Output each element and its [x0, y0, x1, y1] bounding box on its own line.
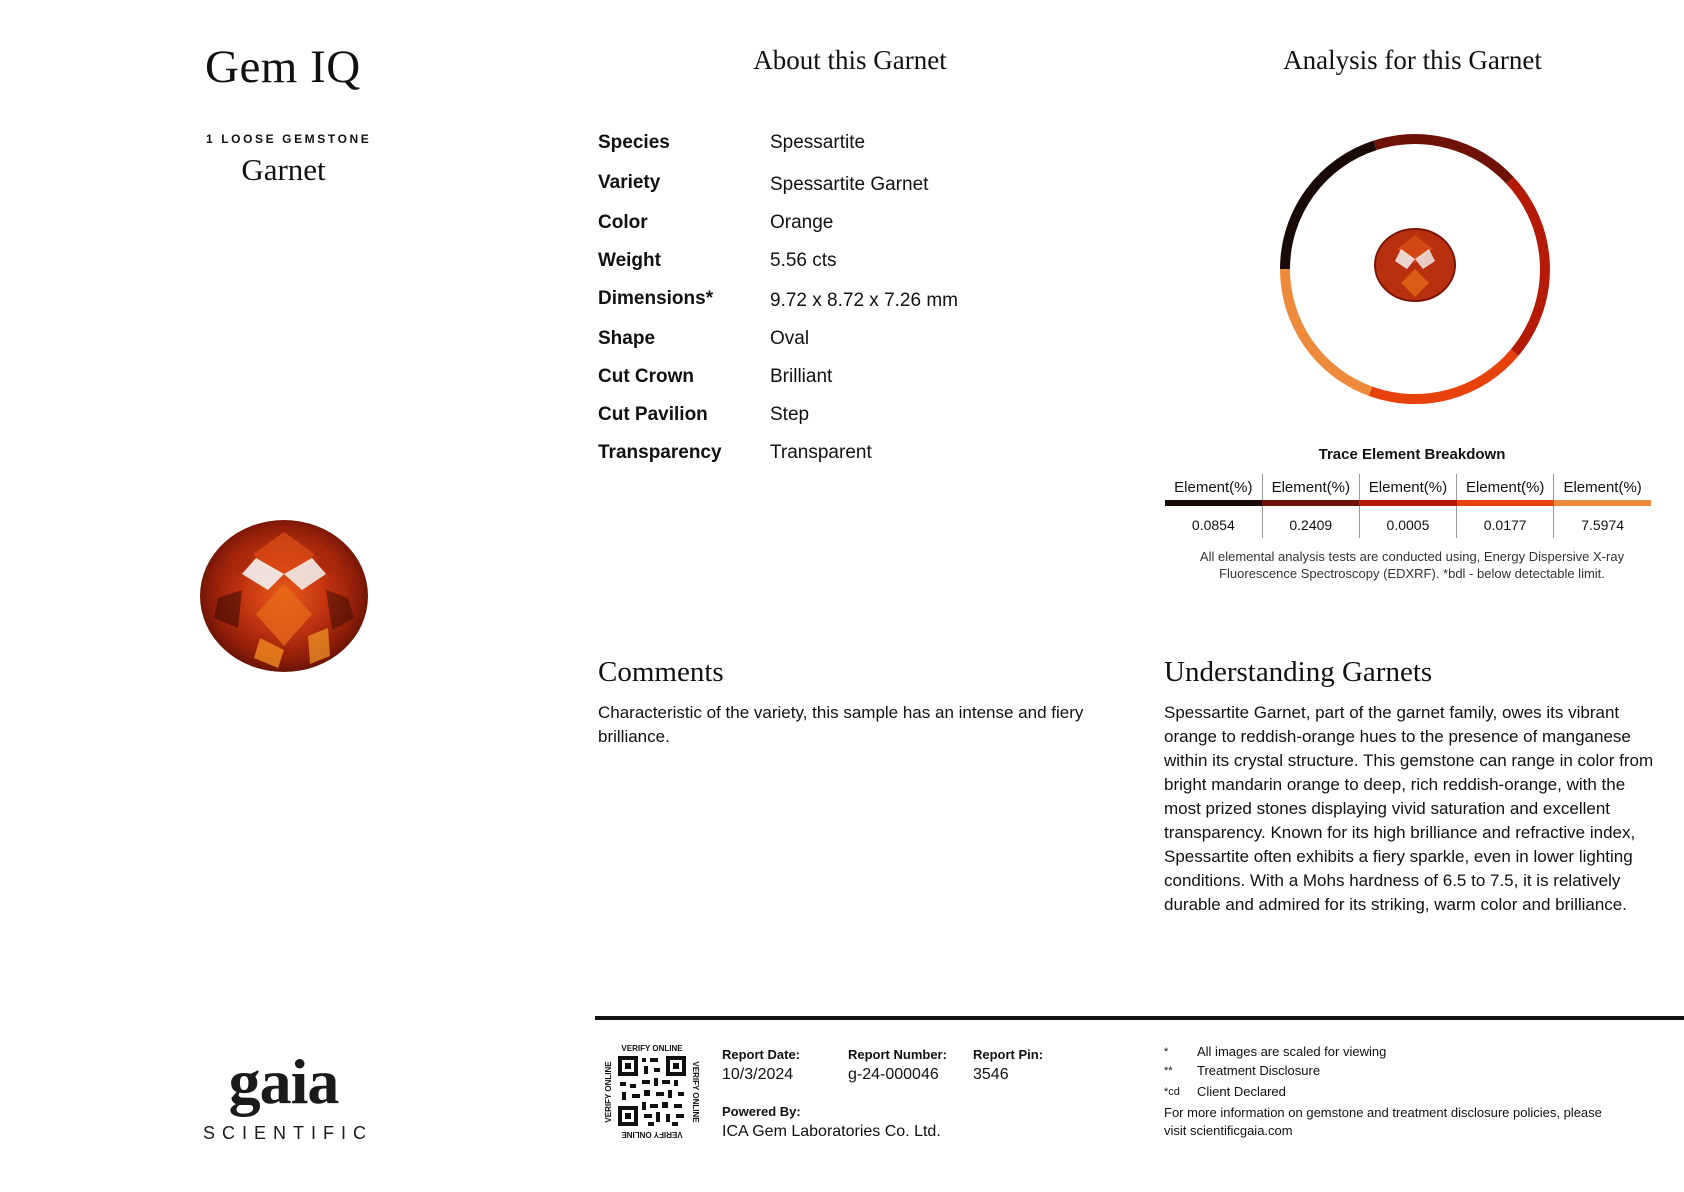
qr-caption-right: VERIFY ONLINE — [691, 1061, 700, 1123]
trace-value-5: 7.5974 — [1554, 506, 1651, 538]
spec-value-weight: 5.56 cts — [770, 250, 837, 271]
trace-value-4: 0.0177 — [1457, 506, 1554, 538]
trace-value-2: 0.2409 — [1262, 506, 1359, 538]
disclosure-info-text: For more information on gemstone and treatment disclosure policies, please visit scientificgaia.com — [1164, 1105, 1602, 1138]
spec-value-shape: Oval — [770, 328, 810, 349]
spec-label-color: Color — [598, 212, 648, 233]
trace-header-3: Element(%) — [1359, 474, 1456, 500]
gemstone-name: Garnet — [241, 152, 326, 187]
report-number-label: Report Number: — [848, 1047, 947, 1062]
trace-header-4: Element(%) — [1457, 474, 1554, 500]
report-number-value: g-24-000046 — [848, 1066, 939, 1083]
spec-value-cut-pavilion: Step — [770, 404, 810, 425]
verify-qr-code[interactable] — [604, 1044, 700, 1140]
powered-by-label: Powered By: — [722, 1104, 801, 1119]
legend-text-treatment: Treatment Disclosure — [1197, 1063, 1321, 1078]
report-date-label: Report Date: — [722, 1047, 801, 1062]
spec-value-transparency: Transparent — [770, 442, 872, 463]
comments-text: Characteristic of the variety, this sample has an intense and fiery brilliance. — [598, 703, 1084, 746]
legend-text-client: Client Declared — [1197, 1084, 1286, 1099]
analysis-section-title: Analysis for this Garnet — [1283, 45, 1542, 75]
spec-label-weight: Weight — [598, 250, 661, 271]
qr-caption-bottom: VERIFY ONLINE — [621, 1130, 683, 1139]
legend-mark-images: * — [1164, 1046, 1169, 1058]
trace-value-1: 0.0854 — [1191, 517, 1235, 533]
trace-header-1: Element(%) — [1174, 478, 1253, 496]
spec-value-species: Spessartite — [770, 132, 866, 153]
comments-title: Comments — [598, 656, 724, 688]
spec-value-variety: Spessartite Garnet — [770, 174, 929, 195]
spec-value-color: Orange — [770, 212, 834, 233]
qr-code-icon — [604, 1044, 700, 1140]
trace-element-ring — [1270, 124, 1560, 414]
legend-mark-client: *cd — [1164, 1086, 1180, 1098]
qr-caption-left: VERIFY ONLINE — [604, 1061, 613, 1123]
powered-by-value: ICA Gem Laboratories Co. Ltd. — [722, 1123, 941, 1140]
understanding-text: Spessartite Garnet, part of the garnet family, owes its vibrant orange to reddish-orange hues to the presence of manganese within its crystal structure. This gemstone can range in color from bright mandarin orange to deep, rich reddish-orange, with the most prized stones displaying vivid saturation and excellent transparency. Known for its high brilliance and refractive index, Spessartite often exhibits a fiery sparkle, even in lower lighting conditions. With a Mohs hardness of 6.5 to 7.5, it is relatively durable and admired for its striking, warm color and brilliance. — [1164, 703, 1654, 914]
ring-segment-5 — [1285, 269, 1371, 391]
understanding-title: Understanding Garnets — [1164, 656, 1433, 688]
spec-value-cut-crown: Brilliant — [770, 366, 833, 387]
ring-segment-4 — [1371, 353, 1515, 399]
logo-wordmark: gaia — [228, 1046, 339, 1117]
trace-header-2: Element(%) — [1262, 474, 1359, 500]
trace-element-title: Trace Element Breakdown — [1318, 446, 1506, 463]
gemstone-count-label: 1 LOOSE GEMSTONE — [206, 132, 372, 146]
ring-gemstone-photo — [1375, 229, 1455, 301]
trace-element-table — [1165, 474, 1651, 538]
footer-divider — [595, 1016, 1684, 1020]
qr-caption-top: VERIFY ONLINE — [621, 1044, 683, 1053]
spec-label-species: Species — [598, 132, 670, 153]
ring-segment-2 — [1375, 139, 1510, 180]
trace-header-5: Element(%) — [1554, 474, 1651, 500]
spec-label-shape: Shape — [598, 328, 656, 349]
spec-label-cut-pavilion: Cut Pavilion — [598, 404, 708, 425]
trace-analysis-note: All elemental analysis tests are conducted using, Energy Dispersive X-ray Fluorescence Spectroscopy (EDXRF). *bdl - below detectable limit. — [1199, 549, 1625, 581]
gemstone-photo — [198, 518, 370, 674]
spec-label-dimensions: Dimensions* — [598, 288, 714, 309]
spec-value-dimensions: 9.72 x 8.72 x 7.26 mm — [770, 290, 958, 311]
legend-mark-treatment: ** — [1164, 1065, 1173, 1077]
ring-segment-3 — [1510, 180, 1545, 352]
ring-segment-1 — [1285, 145, 1375, 269]
about-section-title: About this Garnet — [753, 45, 947, 75]
spec-label-variety: Variety — [598, 172, 661, 193]
logo-subtitle: SCIENTIFIC — [203, 1123, 374, 1143]
spec-label-cut-crown: Cut Crown — [598, 366, 695, 387]
spec-label-transparency: Transparency — [598, 442, 722, 463]
trace-value-3: 0.0005 — [1359, 506, 1456, 538]
brand-title: Gem IQ — [205, 41, 361, 93]
report-pin-value: 3546 — [973, 1066, 1009, 1083]
report-date-value: 10/3/2024 — [722, 1066, 794, 1083]
legend-text-images: All images are scaled for viewing — [1197, 1044, 1387, 1059]
report-pin-label: Report Pin: — [973, 1047, 1044, 1062]
